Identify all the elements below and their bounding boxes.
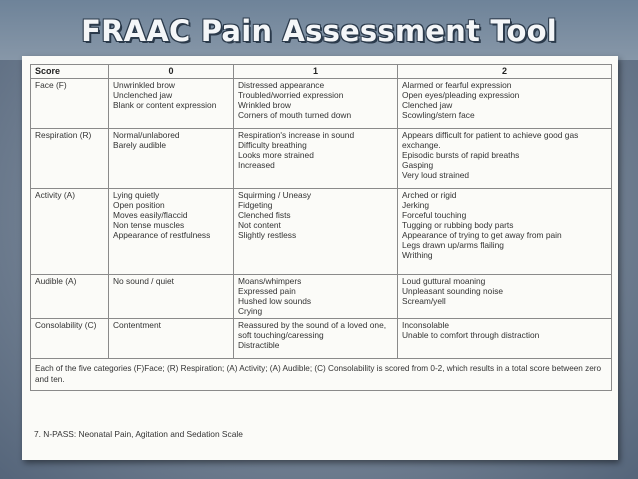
table-row <box>31 319 612 359</box>
criteria-item: Loud guttural moaning <box>402 276 486 286</box>
criteria-item: Hushed low sounds <box>238 296 312 306</box>
score-1-cell <box>234 319 398 359</box>
criteria-item: Normal/unlabored <box>113 130 180 140</box>
criteria-item: Troubled/worried expression <box>238 90 344 100</box>
header-row <box>31 65 612 79</box>
slide-title: FRAAC Pain Assessment Tool <box>81 14 557 48</box>
criteria-item: Barely audible <box>113 140 167 150</box>
criteria-item: Clenched jaw <box>402 100 453 110</box>
category-label: Consolability (C) <box>31 319 109 359</box>
criteria-item: Respiration's increase in sound <box>238 130 355 140</box>
criteria-item: Difficulty breathing <box>238 140 307 150</box>
table-row <box>31 275 612 319</box>
scoring-footnote: Each of the five categories (F)Face; (R) Respiration; (A) Activity; (A) Audible; (C) Consolability is scored from 0-2, which results in a total score between zero and ten. <box>31 359 612 391</box>
category-label: Activity (A) <box>31 189 109 275</box>
criteria-item: Non tense muscles <box>113 220 185 230</box>
score-2-cell <box>398 275 612 319</box>
criteria-item: Unable to comfort through distraction <box>402 330 540 340</box>
criteria-item: Unwrinkled brow <box>113 80 175 90</box>
criteria-item: No sound / quiet <box>113 276 174 286</box>
criteria-item: Corners of mouth turned down <box>238 110 352 120</box>
score-2-cell <box>398 189 612 275</box>
score-1-cell <box>234 189 398 275</box>
footnote-row <box>31 359 612 391</box>
score-0-cell <box>109 319 234 359</box>
criteria-item: Scream/yell <box>402 296 446 306</box>
score-2-cell <box>398 79 612 129</box>
criteria-item: Appearance of trying to get away from pain <box>402 230 562 240</box>
table-row <box>31 79 612 129</box>
category-label: Face (F) <box>31 79 109 129</box>
criteria-item: Crying <box>238 306 263 316</box>
score-0-cell <box>109 275 234 319</box>
criteria-item: Moves easily/flaccid <box>113 210 188 220</box>
criteria-item: Scowling/stern face <box>402 110 475 120</box>
criteria-item: Reassured by the sound of a loved one, soft touching/caressing <box>238 320 387 340</box>
score-1-cell <box>234 129 398 189</box>
score-0-cell <box>109 189 234 275</box>
criteria-item: Gasping <box>402 160 434 170</box>
criteria-item: Legs drawn up/arms flailing <box>402 240 504 250</box>
criteria-item: Fidgeting <box>238 200 273 210</box>
category-label: Audible (A) <box>31 275 109 319</box>
criteria-item: Wrinkled brow <box>238 100 291 110</box>
criteria-item: Lying quietly <box>113 190 160 200</box>
criteria-item: Open position <box>113 200 165 210</box>
header-score-0: 0 <box>109 65 234 79</box>
criteria-item: Arched or rigid <box>402 190 457 200</box>
score-0-cell <box>109 79 234 129</box>
criteria-item: Episodic bursts of rapid breaths <box>402 150 520 160</box>
criteria-item: Alarmed or fearful expression <box>402 80 512 90</box>
criteria-item: Appearance of restfulness <box>113 230 211 240</box>
criteria-item: Jerking <box>402 200 429 210</box>
criteria-item: Distressed appearance <box>238 80 325 90</box>
criteria-item: Unclenched jaw <box>113 90 173 100</box>
criteria-item: Squirming / Uneasy <box>238 190 312 200</box>
criteria-item: Forceful touching <box>402 210 467 220</box>
score-0-cell <box>109 129 234 189</box>
criteria-item: Appears difficult for patient to achieve good gas exchange. <box>402 130 579 150</box>
criteria-item: Tugging or rubbing body parts <box>402 220 514 230</box>
criteria-item: Blank or content expression <box>113 100 217 110</box>
score-1-cell <box>234 275 398 319</box>
criteria-item: Inconsolable <box>402 320 450 330</box>
score-1-cell <box>234 79 398 129</box>
header-score-1: 1 <box>234 65 398 79</box>
header-score-2: 2 <box>398 65 612 79</box>
criteria-item: Moans/whimpers <box>238 276 302 286</box>
criteria-item: Increased <box>238 160 275 170</box>
criteria-item: Very loud strained <box>402 170 470 180</box>
criteria-item: Clenched fists <box>238 210 291 220</box>
criteria-item: Contentment <box>113 320 161 330</box>
table-row <box>31 189 612 275</box>
assessment-sheet <box>22 56 618 460</box>
score-2-cell <box>398 319 612 359</box>
criteria-item: Looks more strained <box>238 150 314 160</box>
criteria-item: Writhing <box>402 250 433 260</box>
category-label: Respiration (R) <box>31 129 109 189</box>
criteria-item: Unpleasant sounding noise <box>402 286 504 296</box>
criteria-item: Expressed pain <box>238 286 296 296</box>
table-row <box>31 129 612 189</box>
header-score: Score <box>31 65 109 79</box>
criteria-item: Not content <box>238 220 281 230</box>
score-2-cell <box>398 129 612 189</box>
criteria-item: Slightly restless <box>238 230 297 240</box>
fraac-table <box>30 64 612 391</box>
criteria-item: Distractible <box>238 340 280 350</box>
source-note: 7. N-PASS: Neonatal Pain, Agitation and Sedation Scale <box>34 429 243 439</box>
criteria-item: Open eyes/pleading expression <box>402 90 520 100</box>
